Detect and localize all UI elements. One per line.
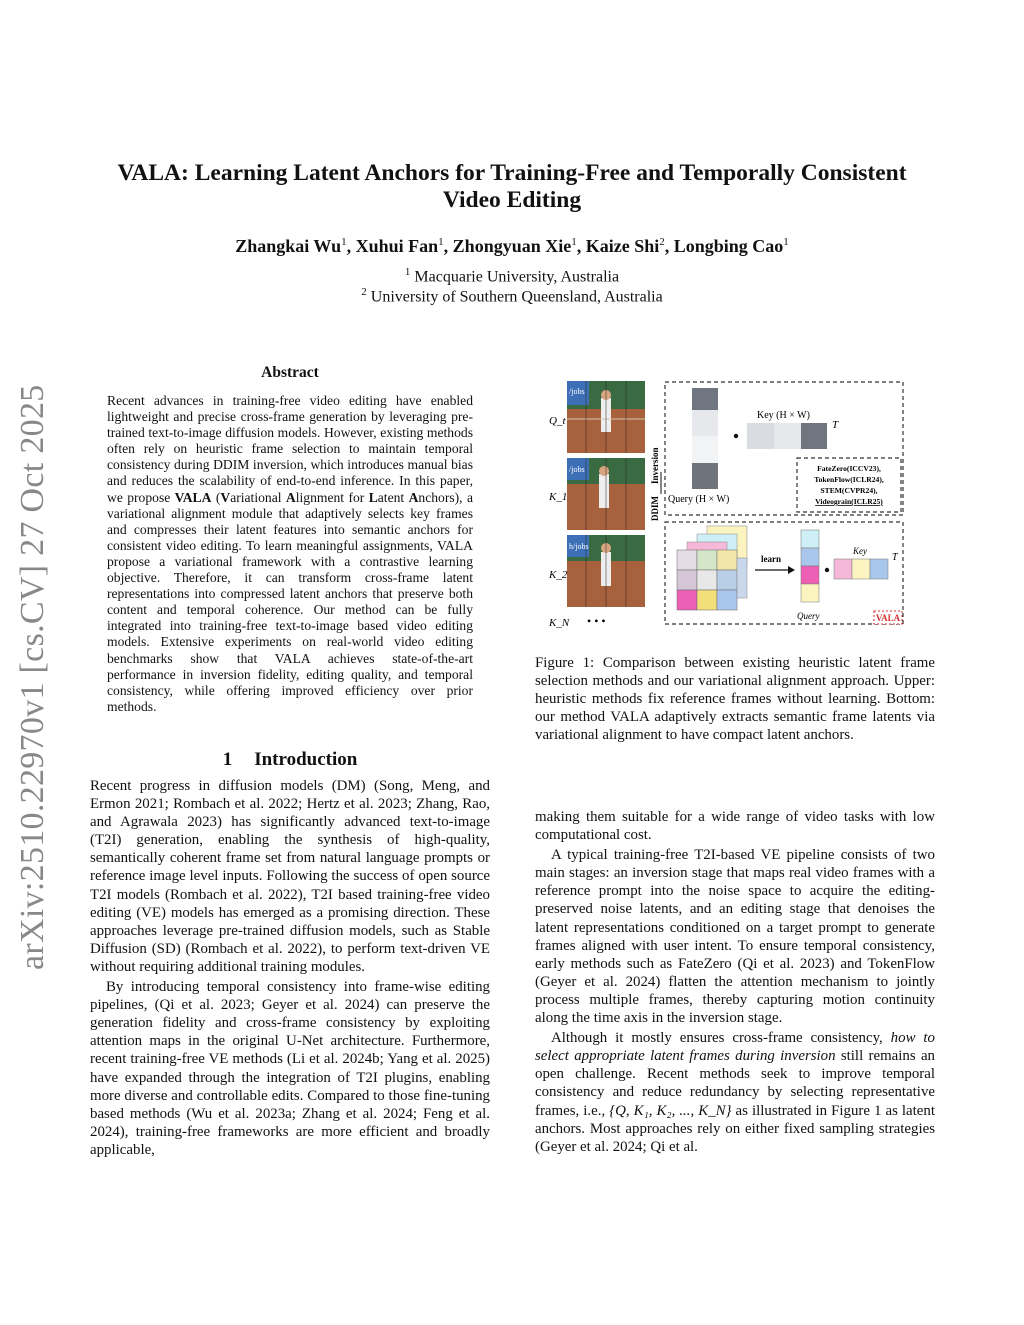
inline-math: {Q, K₁, K₂, ..., K_N} bbox=[609, 1102, 732, 1119]
video-frame-k2 bbox=[567, 535, 645, 607]
frames-ellipsis: • • • bbox=[587, 614, 606, 628]
frame-tag: /jobs bbox=[569, 465, 585, 474]
affiliation-text: University of Southern Queensland, Australia bbox=[370, 288, 663, 306]
paragraph: By introducing temporal consistency into frame-wise editing pipelines, (Qi et al. 2023; Geyer et al. 2024) can preserve the generation fidelity and cross-frame consistency by exploiting attention maps in the original U-Net architecture. Furthermore, recent training-free VE methods (Li et al. 2024b; Yang et al. 2025) have expanded through the integration of T2I plugins, enabling more diverse and controllable edits. Compared to those fine-tuning based methods (Wu et al. 2023a; Zhang et al. 2024; Feng et al. 2024), training-free frameworks are more efficient and broadly applicable, bbox=[90, 979, 490, 1158]
affiliation-2 bbox=[90, 286, 934, 306]
abstract-text: ( bbox=[211, 489, 221, 505]
method-item: Videograin(ICLR25) bbox=[815, 497, 883, 506]
abstract-acronym-letter: L bbox=[368, 489, 378, 505]
abstract-vala: VALA bbox=[174, 489, 212, 505]
author-name: Zhongyuan Xie bbox=[452, 236, 572, 256]
section-title: Introduction bbox=[254, 749, 358, 770]
query-cell bbox=[692, 436, 718, 463]
affiliation-1 bbox=[90, 266, 934, 286]
right-column-text bbox=[535, 808, 935, 1156]
method-item: FateZero(ICCV23), bbox=[817, 464, 881, 473]
query-cell bbox=[801, 530, 819, 548]
paragraph-text: as illustrated in Figure 1 as latent anchors. Most approaches rely on either fixed sampling strategies (Geyer et al. 2024; Qi et al. bbox=[535, 1102, 935, 1155]
inversion-label: Inversion bbox=[650, 447, 660, 484]
method-item: TokenFlow(ICLR24), bbox=[814, 475, 884, 484]
author-name: Xuhui Fan bbox=[355, 236, 439, 256]
query-cell bbox=[692, 463, 718, 489]
left-column-text bbox=[90, 777, 490, 1159]
method-item: STEM(CVPR24), bbox=[820, 486, 878, 495]
t-label-lower: T bbox=[892, 552, 898, 563]
latent-stack bbox=[677, 526, 747, 610]
query-column-upper bbox=[692, 388, 718, 489]
dot-product-symbol bbox=[825, 568, 829, 572]
author-name: Zhangkai Wu bbox=[235, 236, 342, 256]
abstract-acronym-letter: A bbox=[285, 489, 296, 505]
paragraph: Recent progress in diffusion models (DM) (Song, Meng, and Ermon 2021; Rombach et al. 2022; Hertz et al. 2023; Zhang, Rao, and Agrawala 2023) has significantly advanced text-to-image (T2I) generation, enabling the synthesis of high-quality, semantically coherent frame set from natural language prompts or reference image level inputs. Following the success of open source T2I models (Rombach et al. 2022), T2I based training-free video editing (VE) models has emerged as a promising direction. These approaches leverage pre-trained diffusion models, such as Stable Diffusion (SD) (Rombach et al. 2022), to perform text-driven VE without requiring additional training modules. bbox=[90, 778, 490, 975]
ddim-label: DDIM bbox=[650, 496, 660, 521]
author-aff: 1 bbox=[571, 236, 577, 248]
abstract-text: lignment for bbox=[295, 489, 369, 505]
row-label-kn: K_N bbox=[549, 617, 570, 629]
paragraph-text: still remains an open challenge. Recent methods seek to improve temporal consistency and reduce redundancy by selecting representative frames, i.e., bbox=[535, 1048, 935, 1119]
row-label-k1: K_1 bbox=[549, 491, 568, 503]
abstract-acronym-letter: V bbox=[220, 489, 231, 505]
key-cell bbox=[870, 559, 888, 579]
latent-grid bbox=[677, 550, 737, 610]
paper-title bbox=[90, 160, 934, 214]
query-cell bbox=[801, 548, 819, 566]
paragraph-text: Although it mostly ensures cross-frame consistency, bbox=[551, 1030, 891, 1047]
query-cell bbox=[692, 410, 718, 436]
query-cell bbox=[801, 584, 819, 602]
figure-1-diagram bbox=[535, 376, 935, 630]
key-row-lower bbox=[834, 559, 888, 579]
abstract-text: Recent advances in training-free video editing have enabled lightweight and precise cross-frame generation by leveraging pre-trained text-to-image diffusion models. However, existing methods often rely on heuristic frame selection to maintain temporal consistency during DDIM inversion, which introduces manual bias and reduces the scalability of end-to-end inference. In this paper, we propose bbox=[107, 393, 473, 505]
author-name: Kaize Shi bbox=[585, 236, 660, 256]
query-cell bbox=[692, 388, 718, 410]
query-label: Query (H × W) bbox=[668, 494, 730, 505]
author-aff: 1 bbox=[783, 236, 789, 248]
author-aff: 1 bbox=[438, 236, 444, 248]
section-number: 1 bbox=[222, 749, 233, 770]
author-list: Zhangkai Wu$^1$, Xuhui Fan$^1$, Zhongyuan Xie$^1$, Kaize Shi$^2$, Longbing Cao$^1$ bbox=[235, 236, 789, 256]
query-label-lower: Query bbox=[797, 611, 820, 621]
figure-1-caption: Figure 1: Comparison between existing heuristic latent frame selection methods and our variational alignment approach. Upper: heuristic methods fix reference frames without learning. Bottom: our method VALA adaptively extracts semantic frame latents via variational alignment to have compact latent anchors. bbox=[535, 655, 935, 744]
video-frame-q bbox=[567, 381, 645, 453]
abstract-acronym-letter: A bbox=[408, 489, 419, 505]
section-heading-introduction bbox=[90, 749, 490, 771]
key-row-upper bbox=[747, 423, 827, 449]
author-aff: 1 bbox=[341, 236, 347, 248]
arxiv-identifier: arXiv:2510.22970v1 [cs.CV] 27 Oct 2025 bbox=[14, 384, 51, 970]
learn-label: learn bbox=[761, 554, 781, 564]
abstract-heading: Abstract bbox=[261, 364, 319, 381]
title-line-1: VALA: Learning Latent Anchors for Training-Free and Temporally Consistent bbox=[117, 160, 907, 186]
key-cell bbox=[801, 423, 827, 449]
paragraph: A typical training-free T2I-based VE pipeline consists of two main stages: an inversion stage that maps real video frames with a reference prompt into the noise space to acquire the editing-preserved noise latents, and an editing stage that denoises the latent representations conditioned on a target prompt to generate frames aligned with user intent. To ensure temporal consistency, early methods such as FateZero (Qi et al. 2023) and TokenFlow (Geyer et al. 2024) flatten the attention mechanism to jointly process multiple frames, thereby capturing motion continuity along the time axis in the inversion stage. bbox=[535, 847, 935, 1027]
affiliation-num: 1 bbox=[404, 266, 411, 278]
key-cell bbox=[747, 423, 774, 449]
key-label-lower: Key bbox=[853, 546, 867, 556]
key-cell bbox=[852, 559, 870, 579]
row-label-q: Q_t bbox=[549, 415, 566, 427]
author-name: Longbing Cao bbox=[673, 236, 784, 256]
emphasized-text: how to select appropriate latent frames during inversion bbox=[535, 1030, 935, 1065]
row-label-k2: K_2 bbox=[549, 569, 568, 581]
paragraph bbox=[535, 1029, 935, 1156]
abstract-body bbox=[107, 393, 473, 715]
key-cell bbox=[774, 423, 801, 449]
t-label: T bbox=[832, 419, 839, 431]
query-cell bbox=[801, 566, 819, 584]
abstract-text: nchors), a variational alignment module that adaptively selects key frames and compresses their latent features into semantic anchors for consistent video editing. To learn meaningful assignments, VALA propose a variational framework with a contrastive learning objective. Therefore, it can transform cross-frame latent representations into compressed latent anchors that preserve both content and temporal coherence. Our method can be fully integrated into training-free text-to-image based video editing models. Extensive experiments on real-world video editing benchmarks show that VALA achieves state-of-the-art performance in inversion fidelity, editing quality, and temporal consistency, while offering improved efficiency over prior methods. bbox=[107, 489, 473, 714]
abstract-text: atent bbox=[377, 489, 409, 505]
key-cell bbox=[834, 559, 852, 579]
dot-product-symbol bbox=[734, 434, 738, 438]
abstract-text: ariational bbox=[230, 489, 286, 505]
video-frame-k1 bbox=[567, 458, 645, 530]
affiliation-text: Macquarie University, Australia bbox=[414, 268, 620, 286]
paragraph: making them suitable for a wide range of video tasks with low computational cost. bbox=[535, 809, 935, 844]
key-label: Key (H × W) bbox=[757, 410, 810, 421]
affiliation-num: 2 bbox=[361, 286, 367, 298]
title-line-2: Video Editing bbox=[442, 187, 582, 213]
frame-tag: /jobs bbox=[569, 387, 585, 396]
author-aff: 2 bbox=[659, 236, 665, 248]
frame-tag: h/jobs bbox=[569, 542, 589, 551]
vala-badge: VALA bbox=[875, 613, 901, 623]
query-column-lower bbox=[801, 530, 819, 602]
